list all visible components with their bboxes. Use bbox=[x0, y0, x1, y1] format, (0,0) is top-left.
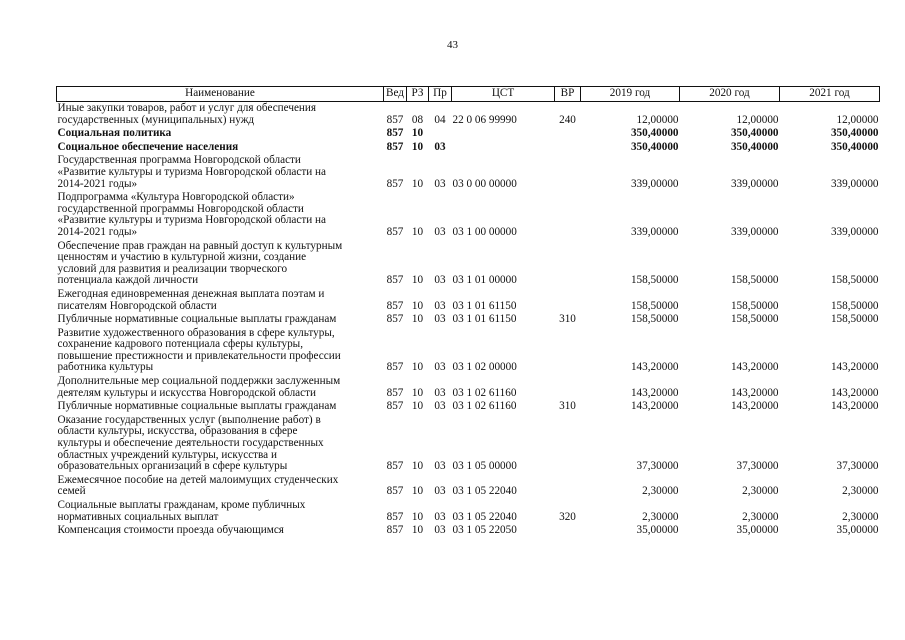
row-name: Развитие художественного образования в сфере культуры, сохранение кадрового потенциала сферы культуры, повышение престижности и привлекательности профессии работника культуры bbox=[57, 326, 341, 374]
row-rz: 08 bbox=[411, 113, 424, 126]
row-ved: 857 bbox=[386, 113, 404, 126]
row-value-2021: 143,20000 bbox=[830, 400, 879, 413]
row-vr: 240 bbox=[559, 113, 576, 126]
row-rz: 10 bbox=[411, 225, 424, 238]
row-value-2020: 2,30000 bbox=[742, 485, 779, 498]
row-value-2020: 143,20000 bbox=[730, 400, 779, 413]
row-value-2020: 158,50000 bbox=[730, 274, 779, 287]
table-row bbox=[57, 474, 880, 499]
row-name: Публичные нормативные социальные выплаты гражданам bbox=[57, 400, 337, 413]
row-rz: 10 bbox=[411, 140, 424, 153]
row-ved: 857 bbox=[386, 140, 404, 153]
row-value-2021: 12,00000 bbox=[836, 113, 879, 126]
row-value-2021: 158,50000 bbox=[830, 313, 879, 326]
row-ved: 857 bbox=[386, 177, 404, 190]
row-value-2019: 12,00000 bbox=[636, 113, 679, 126]
row-rz: 10 bbox=[411, 274, 424, 287]
row-value-2021: 350,40000 bbox=[830, 140, 879, 153]
row-cst: 22 0 06 99990 bbox=[452, 113, 517, 126]
row-ved: 857 bbox=[386, 386, 404, 399]
row-pr: 03 bbox=[434, 140, 446, 153]
row-vr bbox=[555, 127, 581, 141]
header-2019: 2019 год bbox=[581, 87, 680, 102]
row-name: Публичные нормативные социальные выплаты гражданам bbox=[57, 313, 337, 326]
row-cst: 03 1 02 61160 bbox=[452, 400, 517, 413]
row-value-2019: 35,00000 bbox=[636, 524, 679, 537]
row-name: Государственная программа Новгородской области «Развитие культуры и туризма Новгородской области на 2014-2021 годы» bbox=[57, 154, 326, 190]
row-ved: 857 bbox=[386, 510, 404, 523]
row-value-2021: 339,00000 bbox=[830, 225, 879, 238]
row-cst bbox=[452, 127, 555, 141]
row-pr: 03 bbox=[434, 510, 446, 523]
row-pr: 03 bbox=[434, 177, 446, 190]
row-vr bbox=[555, 191, 581, 239]
row-value-2019: 350,40000 bbox=[630, 140, 679, 153]
row-value-2019: 2,30000 bbox=[642, 485, 679, 498]
row-vr bbox=[555, 288, 581, 313]
row-value-2020: 143,20000 bbox=[730, 361, 779, 374]
row-pr: 03 bbox=[434, 225, 446, 238]
row-value-2019: 2,30000 bbox=[642, 510, 679, 523]
row-value-2019: 339,00000 bbox=[630, 225, 679, 238]
row-vr bbox=[555, 141, 581, 155]
row-vr: 310 bbox=[559, 313, 576, 326]
row-name: Ежегодная единовременная денежная выплата поэтам и писателям Новгородской области bbox=[57, 287, 325, 312]
row-vr bbox=[555, 474, 581, 499]
row-name: Социальная политика bbox=[57, 127, 172, 140]
row-value-2019: 158,50000 bbox=[630, 313, 679, 326]
header-pr: Пр bbox=[429, 87, 452, 102]
header-2020: 2020 год bbox=[680, 87, 780, 102]
row-pr: 03 bbox=[434, 299, 446, 312]
row-value-2019: 158,50000 bbox=[630, 299, 679, 312]
row-pr: 03 bbox=[434, 386, 446, 399]
row-value-2019: 350,40000 bbox=[630, 127, 679, 140]
row-ved: 857 bbox=[386, 299, 404, 312]
row-value-2021: 339,00000 bbox=[830, 177, 879, 190]
row-vr bbox=[555, 240, 581, 288]
row-vr bbox=[555, 414, 581, 474]
row-rz: 10 bbox=[411, 460, 424, 473]
row-ved: 857 bbox=[386, 361, 404, 374]
row-value-2019: 143,20000 bbox=[630, 400, 679, 413]
table-row bbox=[57, 524, 880, 538]
table-row bbox=[57, 400, 880, 414]
row-rz: 10 bbox=[411, 361, 424, 374]
table-row bbox=[57, 154, 880, 191]
table-row bbox=[57, 414, 880, 474]
row-value-2020: 339,00000 bbox=[730, 225, 779, 238]
row-cst: 03 0 00 00000 bbox=[452, 177, 517, 190]
row-ved: 857 bbox=[386, 127, 404, 140]
row-value-2019: 37,30000 bbox=[636, 460, 679, 473]
row-pr: 03 bbox=[434, 313, 446, 326]
row-value-2020: 2,30000 bbox=[742, 510, 779, 523]
row-cst: 03 1 05 00000 bbox=[452, 460, 517, 473]
header-name: Наименование bbox=[57, 87, 384, 102]
row-name: Компенсация стоимости проезда обучающимся bbox=[57, 524, 284, 537]
row-name: Социальные выплаты гражданам, кроме публичных нормативных социальных выплат bbox=[57, 499, 306, 523]
row-ved: 857 bbox=[386, 460, 404, 473]
table-row bbox=[57, 240, 880, 288]
row-value-2020: 12,00000 bbox=[736, 113, 779, 126]
row-value-2021: 143,20000 bbox=[830, 386, 879, 399]
row-rz: 10 bbox=[411, 510, 424, 523]
row-cst: 03 1 01 00000 bbox=[452, 274, 517, 287]
row-value-2021: 2,30000 bbox=[842, 510, 879, 523]
row-value-2021: 350,40000 bbox=[830, 127, 879, 140]
row-cst: 03 1 02 00000 bbox=[452, 361, 517, 374]
row-ved: 857 bbox=[386, 313, 404, 326]
row-rz: 10 bbox=[411, 400, 424, 413]
row-vr: 310 bbox=[559, 400, 576, 413]
row-value-2021: 158,50000 bbox=[830, 299, 879, 312]
row-vr bbox=[555, 154, 581, 191]
row-cst: 03 1 02 61160 bbox=[452, 386, 517, 399]
budget-table bbox=[56, 86, 880, 538]
row-pr: 03 bbox=[434, 524, 446, 537]
row-pr: 04 bbox=[434, 113, 446, 126]
row-value-2020: 143,20000 bbox=[730, 386, 779, 399]
row-ved: 857 bbox=[386, 524, 404, 537]
table-row bbox=[57, 288, 880, 313]
row-ved: 857 bbox=[386, 274, 404, 287]
row-cst: 03 1 05 22040 bbox=[452, 485, 517, 498]
table-row bbox=[57, 141, 880, 155]
table-header-row bbox=[57, 87, 880, 102]
row-value-2019: 339,00000 bbox=[630, 177, 679, 190]
header-rz: РЗ bbox=[407, 87, 429, 102]
header-2021: 2021 год bbox=[780, 87, 880, 102]
row-value-2020: 350,40000 bbox=[730, 127, 779, 140]
row-pr: 03 bbox=[434, 485, 446, 498]
table-row bbox=[57, 499, 880, 524]
row-pr bbox=[429, 127, 452, 141]
row-vr: 320 bbox=[559, 510, 576, 523]
row-pr: 03 bbox=[434, 361, 446, 374]
header-ved: Вед bbox=[384, 87, 407, 102]
table-row bbox=[57, 102, 880, 128]
row-value-2020: 35,00000 bbox=[736, 524, 779, 537]
header-vr: ВР bbox=[555, 87, 581, 102]
row-name: Оказание государственных услуг (выполнение работ) в области культуры, искусства, образования в сфере культуры и обеспечение деятельности государственных областных учреждений культуры, искусства и образовательных организаций в сфере культуры bbox=[57, 413, 324, 473]
row-name: Дополнительные мер социальной поддержки заслуженным деятелям культуры и искусства Новгородской области bbox=[57, 375, 341, 399]
table-row bbox=[57, 127, 880, 141]
row-rz: 10 bbox=[411, 386, 424, 399]
row-value-2021: 37,30000 bbox=[836, 460, 879, 473]
row-ved: 857 bbox=[386, 225, 404, 238]
row-rz: 10 bbox=[411, 485, 424, 498]
row-cst: 03 1 05 22040 bbox=[452, 510, 517, 523]
row-pr: 03 bbox=[434, 274, 446, 287]
row-cst: 03 1 00 00000 bbox=[452, 225, 517, 238]
table-row bbox=[57, 375, 880, 400]
table-row bbox=[57, 327, 880, 375]
row-value-2019: 143,20000 bbox=[630, 386, 679, 399]
row-name: Иные закупки товаров, работ и услуг для обеспечения государственных (муниципальных) нужд bbox=[57, 102, 317, 126]
row-pr: 03 bbox=[434, 400, 446, 413]
row-value-2019: 158,50000 bbox=[630, 274, 679, 287]
row-value-2021: 2,30000 bbox=[842, 485, 879, 498]
row-rz: 10 bbox=[411, 127, 424, 140]
row-value-2020: 158,50000 bbox=[730, 313, 779, 326]
row-value-2020: 350,40000 bbox=[730, 140, 779, 153]
row-value-2019: 143,20000 bbox=[630, 361, 679, 374]
row-name: Социальное обеспечение населения bbox=[57, 140, 239, 153]
row-ved: 857 bbox=[386, 485, 404, 498]
table-row bbox=[57, 191, 880, 239]
row-rz: 10 bbox=[411, 313, 424, 326]
row-value-2020: 158,50000 bbox=[730, 299, 779, 312]
row-pr: 03 bbox=[434, 460, 446, 473]
page-number: 43 bbox=[447, 39, 458, 51]
row-ved: 857 bbox=[386, 400, 404, 413]
row-rz: 10 bbox=[411, 524, 424, 537]
table-row bbox=[57, 313, 880, 327]
row-value-2021: 158,50000 bbox=[830, 274, 879, 287]
row-vr bbox=[555, 375, 581, 400]
row-value-2021: 143,20000 bbox=[830, 361, 879, 374]
row-vr bbox=[555, 524, 581, 538]
header-cst: ЦСТ bbox=[452, 87, 555, 102]
row-rz: 10 bbox=[411, 299, 424, 312]
row-value-2021: 35,00000 bbox=[836, 524, 879, 537]
row-value-2020: 339,00000 bbox=[730, 177, 779, 190]
row-name: Обеспечение прав граждан на равный доступ к культурным ценностям и участию в культурной жизни, создание условий для развития и реализации творческого потенциала каждой личности bbox=[57, 239, 343, 287]
row-name: Подпрограмма «Культура Новгородской области» государственной программы Новгородской области «Развитие культуры и туризма Новгородской области на 2014-2021 годы» bbox=[57, 191, 326, 238]
row-rz: 10 bbox=[411, 177, 424, 190]
row-value-2020: 37,30000 bbox=[736, 460, 779, 473]
row-cst: 03 1 05 22050 bbox=[452, 524, 517, 537]
row-cst: 03 1 01 61150 bbox=[452, 299, 517, 312]
row-cst: 03 1 01 61150 bbox=[452, 313, 517, 326]
row-name: Ежемесячное пособие на детей малоимущих студенческих семей bbox=[57, 473, 339, 498]
row-vr bbox=[555, 327, 581, 375]
row-cst bbox=[452, 141, 555, 155]
